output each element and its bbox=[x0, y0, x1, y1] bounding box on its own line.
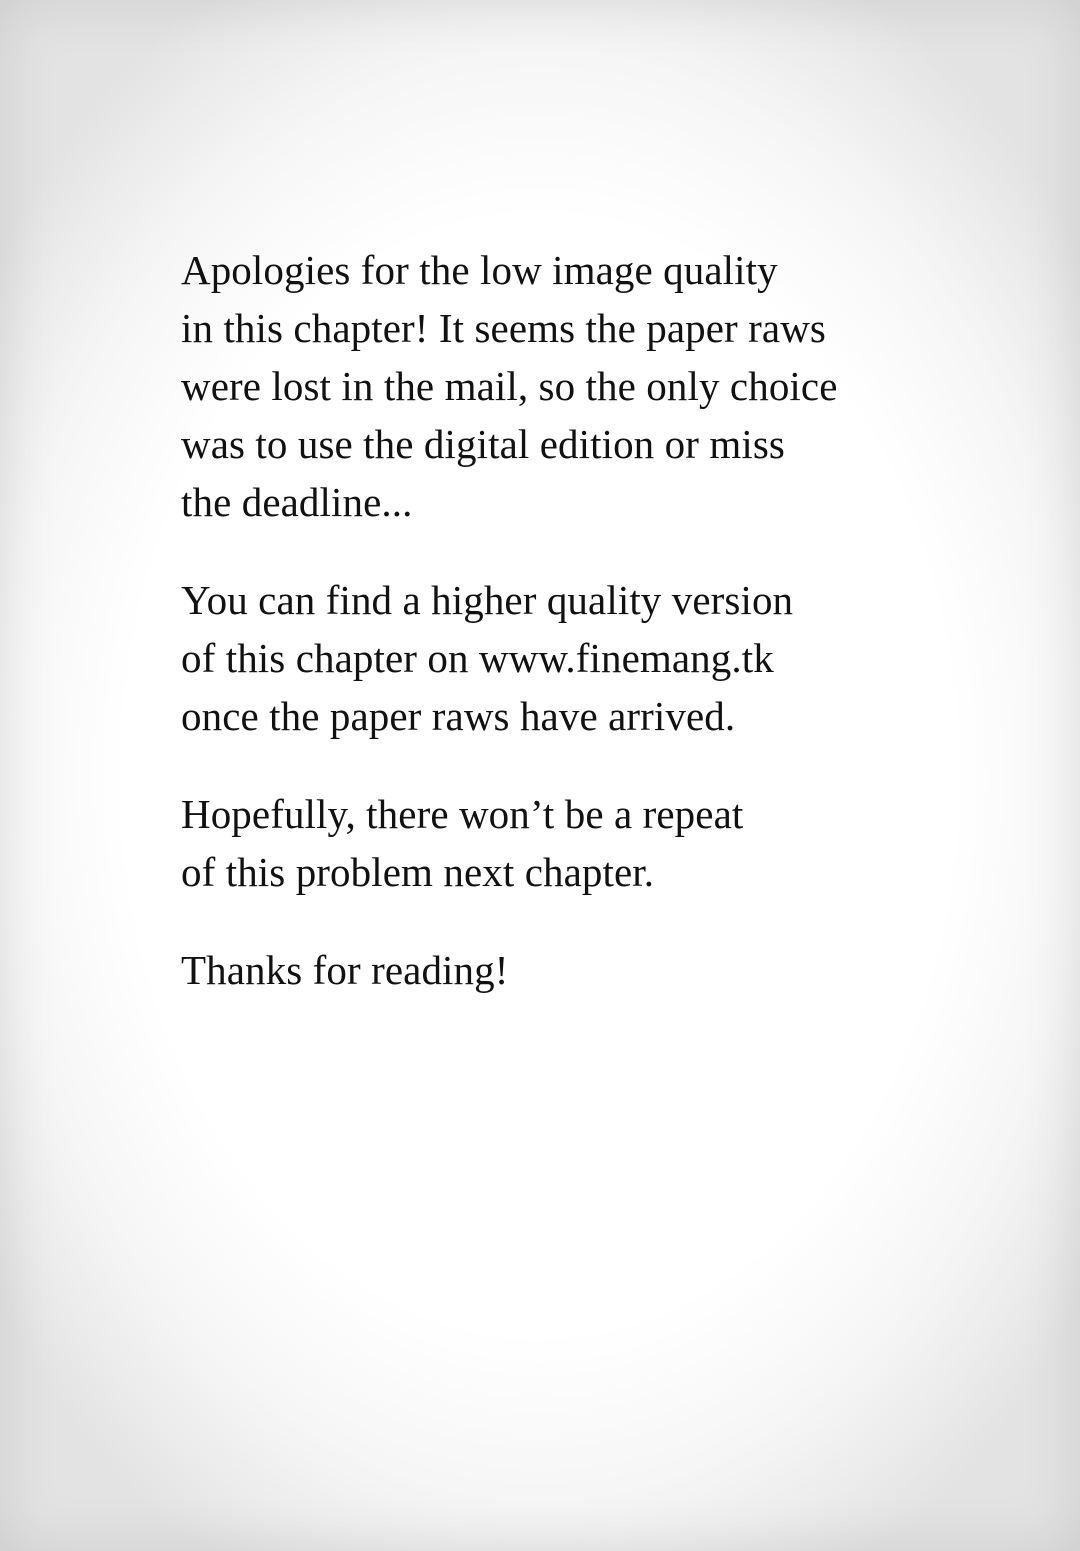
text-line: the deadline... bbox=[181, 479, 413, 525]
text-line: in this chapter! It seems the paper raws bbox=[181, 305, 826, 351]
text-line: Hopefully, there won’t be a repeat bbox=[181, 791, 744, 837]
text-line: Apologies for the low image quality bbox=[181, 247, 778, 293]
text-line: Thanks for reading! bbox=[181, 947, 509, 993]
text-line: were lost in the mail, so the only choice bbox=[181, 363, 838, 409]
text-line: of this chapter on www.finemang.tk bbox=[181, 635, 774, 681]
text-line: once the paper raws have arrived. bbox=[181, 693, 736, 739]
paragraph-hopefully bbox=[181, 785, 941, 901]
translator-note bbox=[181, 241, 941, 999]
text-line: was to use the digital edition or miss bbox=[181, 421, 785, 467]
paragraph-thanks bbox=[181, 941, 941, 999]
text-line: of this problem next chapter. bbox=[181, 849, 655, 895]
paragraph-apology bbox=[181, 241, 941, 531]
paragraph-higher-quality bbox=[181, 571, 941, 745]
text-line: You can find a higher quality version bbox=[181, 577, 794, 623]
